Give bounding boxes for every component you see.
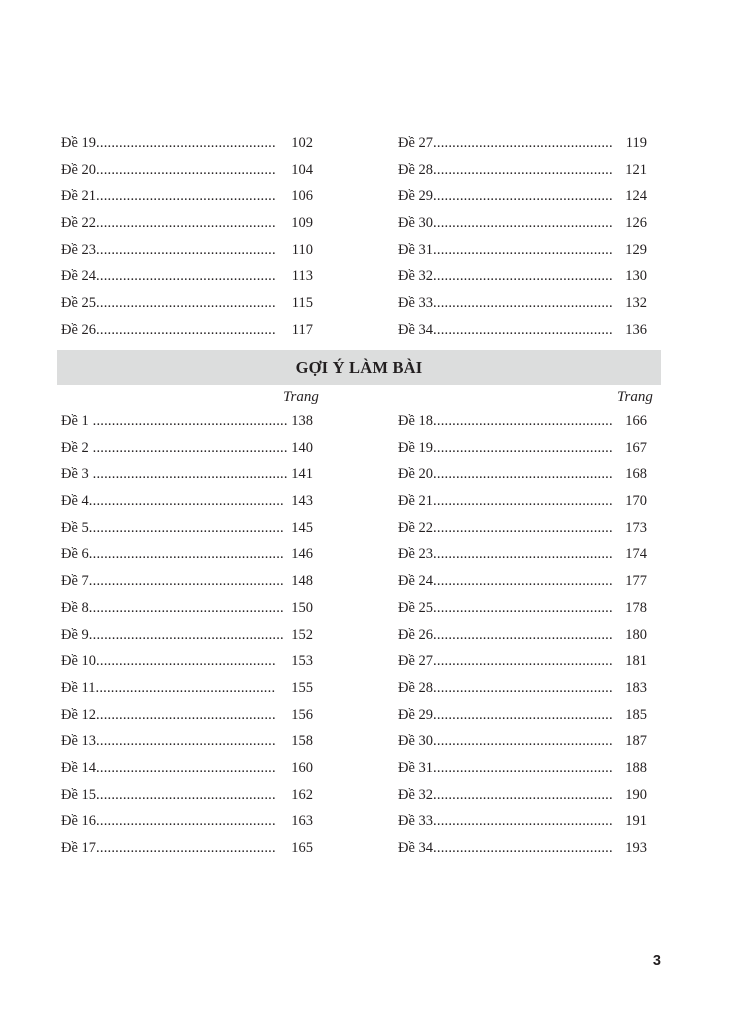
toc-dot-leader: ............................................... <box>433 679 613 696</box>
toc-entry-page: 178 <box>625 599 647 616</box>
toc-entry-page: 162 <box>291 786 313 803</box>
toc-dot-leader: ............................................... <box>433 188 613 205</box>
toc-dot-leader: ............................................... <box>96 241 276 258</box>
toc-row <box>61 835 313 862</box>
toc-row <box>398 435 647 462</box>
toc-row <box>398 317 647 344</box>
toc-dot-leader: ............................................... <box>433 215 613 232</box>
toc-row <box>398 541 647 568</box>
toc-entry-label: Đề 10 <box>61 653 97 670</box>
toc-entry-label: Đề 22 <box>398 519 434 536</box>
toc-row <box>398 157 647 184</box>
toc-entry <box>398 157 613 184</box>
toc-entry-page: 141 <box>291 466 313 483</box>
toc-dot-leader: ................................................... <box>88 599 284 616</box>
toc-entry <box>61 210 276 237</box>
toc-dot-leader: ............................................... <box>96 840 276 856</box>
toc-entry-page: 173 <box>625 519 647 536</box>
page-header-right: Trang <box>617 389 653 405</box>
toc-row <box>61 728 313 755</box>
toc-entry <box>398 237 613 264</box>
toc-entry-page: 183 <box>625 679 647 696</box>
toc-row <box>398 130 647 157</box>
toc-entry-label: Đề 28 <box>398 679 434 696</box>
toc-entry-label: Đề 33 <box>398 295 434 312</box>
toc-row <box>61 568 313 595</box>
toc-entry-label: Đề 20 <box>398 466 434 483</box>
toc-entry-label: Đề 20 <box>61 161 97 178</box>
toc-row <box>398 237 647 264</box>
toc-entry-page: 138 <box>291 413 313 429</box>
toc-entry-page: 167 <box>625 439 647 456</box>
toc-row <box>398 622 647 649</box>
toc-entry-page: 106 <box>291 188 313 205</box>
toc-dot-leader: ............................................... <box>96 813 276 830</box>
toc-entry-page: 153 <box>291 653 313 670</box>
toc-dot-leader: ............................................... <box>433 840 613 856</box>
toc-row <box>61 435 313 462</box>
toc-dot-leader: ............................................... <box>96 268 276 285</box>
toc-entry <box>398 461 613 488</box>
toc-entry <box>398 130 613 157</box>
page-header-left: Trang <box>283 389 319 405</box>
toc-row <box>398 290 647 317</box>
toc-entry-label: Đề 19 <box>61 135 97 151</box>
toc-dot-leader: ............................................... <box>96 321 276 338</box>
toc-entry-page: 126 <box>625 215 647 232</box>
toc-entry <box>61 728 276 755</box>
toc-entry <box>61 290 276 317</box>
toc-entry-page: 102 <box>291 135 313 151</box>
toc-entry-label: Đề 2 <box>61 439 89 456</box>
toc-entry <box>398 488 613 515</box>
toc-entry-page: 119 <box>625 135 647 151</box>
toc-entry <box>398 728 613 755</box>
toc-entry-label: Đề 7 <box>61 573 89 590</box>
toc-entry-label: Đề 12 <box>61 706 97 723</box>
toc-entry-label: Đề 16 <box>61 813 97 830</box>
toc-entry-page: 117 <box>291 321 313 338</box>
toc-entry-page: 104 <box>291 161 313 178</box>
toc-entry-page: 188 <box>625 759 647 776</box>
toc-entry-page: 115 <box>291 295 313 312</box>
toc-row <box>398 755 647 782</box>
toc-dot-leader: ............................................... <box>96 215 276 232</box>
toc-row <box>61 622 313 649</box>
toc-entry <box>398 648 613 675</box>
toc-dot-leader: ................................................... <box>88 439 288 456</box>
toc-entry-label: Đề 13 <box>61 733 97 750</box>
toc-entry-page: 165 <box>291 840 313 856</box>
toc-dot-leader: ............................................... <box>433 653 613 670</box>
toc-entry-label: Đề 23 <box>398 546 434 563</box>
toc-dot-leader: ................................................... <box>88 546 284 563</box>
toc-row <box>398 648 647 675</box>
toc-dot-leader: ............................................... <box>433 135 613 151</box>
toc-dot-leader: ............................................... <box>433 706 613 723</box>
toc-entry <box>398 408 613 435</box>
toc-entry-page: 190 <box>625 786 647 803</box>
toc-entry-page: 166 <box>625 413 647 429</box>
toc-entry <box>398 702 613 729</box>
toc-row <box>61 488 313 515</box>
toc-dot-leader: ............................................... <box>433 439 613 456</box>
toc-entry-label: Đề 25 <box>398 599 434 616</box>
toc-entry-label: Đề 1 <box>61 413 89 429</box>
toc-row <box>398 675 647 702</box>
toc-entry-page: 110 <box>291 241 313 258</box>
toc-entry-page: 145 <box>291 519 313 536</box>
toc-entry <box>398 317 613 344</box>
toc-dot-leader: ................................................... <box>88 573 284 590</box>
toc-entry-label: Đề 28 <box>398 161 434 178</box>
toc-entry <box>61 461 288 488</box>
toc-entry-page: 136 <box>625 321 647 338</box>
toc-entry <box>61 782 276 809</box>
toc-row <box>61 263 313 290</box>
toc-entry-label: Đề 30 <box>398 733 434 750</box>
toc-row <box>61 157 313 184</box>
toc-entry <box>398 290 613 317</box>
toc-entry <box>61 835 276 862</box>
toc-entry-label: Đề 25 <box>61 295 97 312</box>
toc-dot-leader: ............................................... <box>433 546 613 563</box>
toc-entry-label: Đề 8 <box>61 599 89 616</box>
toc-dot-leader: ............................................... <box>96 135 276 151</box>
toc-entry <box>398 210 613 237</box>
toc-entry-label: Đề 32 <box>398 786 434 803</box>
toc-entry-label: Đề 18 <box>398 413 434 429</box>
toc-row <box>398 835 647 862</box>
toc-row <box>61 237 313 264</box>
toc-entry <box>398 263 613 290</box>
toc-entry-label: Đề 33 <box>398 813 434 830</box>
toc-entry-page: 150 <box>291 599 313 616</box>
toc-entry-page: 156 <box>291 706 313 723</box>
toc-dot-leader: ............................................... <box>433 268 613 285</box>
bottom-left-column <box>61 408 313 862</box>
toc-entry-page: 174 <box>625 546 647 563</box>
toc-entry-page: 130 <box>625 268 647 285</box>
toc-entry <box>398 755 613 782</box>
toc-entry-page: 177 <box>625 573 647 590</box>
toc-dot-leader: ............................................... <box>433 466 613 483</box>
toc-entry <box>61 648 276 675</box>
toc-entry-label: Đề 27 <box>398 135 434 151</box>
toc-row <box>61 461 313 488</box>
toc-entry <box>61 702 276 729</box>
toc-row <box>398 568 647 595</box>
toc-entry-label: Đề 32 <box>398 268 434 285</box>
toc-row <box>398 595 647 622</box>
toc-entry-label: Đề 24 <box>398 573 434 590</box>
toc-entry-page: 152 <box>291 626 313 643</box>
toc-entry-label: Đề 31 <box>398 759 434 776</box>
toc-entry <box>398 568 613 595</box>
toc-entry-label: Đề 30 <box>398 215 434 232</box>
toc-row <box>398 808 647 835</box>
toc-entry <box>398 541 613 568</box>
section-title: GỢI Ý LÀM BÀI <box>295 358 423 377</box>
toc-entry-page: 148 <box>291 573 313 590</box>
toc-dot-leader: ............................................... <box>433 599 613 616</box>
toc-dot-leader: ............................................... <box>96 161 276 178</box>
toc-entry <box>398 515 613 542</box>
toc-entry-page: 163 <box>291 813 313 830</box>
toc-dot-leader: ................................................... <box>88 493 284 510</box>
toc-entry <box>398 595 613 622</box>
toc-entry <box>61 435 288 462</box>
toc-row <box>398 702 647 729</box>
toc-dot-leader: ............................................... <box>96 653 276 670</box>
toc-entry-page: 158 <box>291 733 313 750</box>
toc-dot-leader: ............................................... <box>96 759 276 776</box>
toc-row <box>61 782 313 809</box>
toc-dot-leader: ............................................... <box>433 573 613 590</box>
toc-entry-label: Đề 23 <box>61 241 97 258</box>
toc-dot-leader: ............................................... <box>96 295 276 312</box>
toc-entry <box>61 622 284 649</box>
toc-entry-page: 191 <box>625 813 647 830</box>
toc-entry-label: Đề 3 <box>61 466 89 483</box>
toc-entry-page: 143 <box>291 493 313 510</box>
toc-entry-label: Đề 5 <box>61 519 89 536</box>
toc-dot-leader: ............................................... <box>433 413 613 429</box>
toc-entry-page: 140 <box>291 439 313 456</box>
toc-entry <box>61 808 276 835</box>
toc-entry-page: 109 <box>291 215 313 232</box>
toc-dot-leader: ................................................... <box>88 626 284 643</box>
toc-entry-label: Đề 34 <box>398 840 434 856</box>
toc-entry-page: 160 <box>291 759 313 776</box>
toc-entry-label: Đề 29 <box>398 188 434 205</box>
toc-entry-label: Đề 6 <box>61 546 89 563</box>
toc-entry <box>61 263 276 290</box>
toc-entry <box>398 782 613 809</box>
toc-row <box>61 541 313 568</box>
toc-row <box>398 488 647 515</box>
toc-entry-label: Đề 27 <box>398 653 434 670</box>
toc-entry <box>61 408 288 435</box>
toc-dot-leader: ............................................... <box>96 188 276 205</box>
top-right-column <box>398 130 647 344</box>
toc-row <box>61 290 313 317</box>
toc-entry-label: Đề 15 <box>61 786 97 803</box>
toc-entry-label: Đề 21 <box>61 188 97 205</box>
toc-entry <box>61 595 284 622</box>
toc-row <box>61 408 313 435</box>
toc-row <box>61 317 313 344</box>
toc-entry <box>61 755 276 782</box>
toc-entry-page: 124 <box>625 188 647 205</box>
toc-dot-leader: ............................................... <box>433 295 613 312</box>
toc-entry <box>61 515 284 542</box>
toc-entry <box>61 675 276 702</box>
toc-row <box>61 183 313 210</box>
toc-entry-label: Đề 24 <box>61 268 97 285</box>
toc-dot-leader: ............................................... <box>433 321 613 338</box>
toc-entry-label: Đề 9 <box>61 626 89 643</box>
toc-row <box>398 408 647 435</box>
toc-entry <box>61 157 276 184</box>
toc-entry <box>398 622 613 649</box>
toc-row <box>61 755 313 782</box>
toc-row <box>61 702 313 729</box>
toc-row <box>398 728 647 755</box>
toc-dot-leader: ................................................... <box>88 466 288 483</box>
toc-entry-page: 185 <box>625 706 647 723</box>
toc-dot-leader: ............................................... <box>96 706 276 723</box>
toc-entry <box>398 835 613 862</box>
toc-row <box>61 675 313 702</box>
toc-entry <box>61 317 276 344</box>
toc-row <box>398 782 647 809</box>
toc-entry <box>398 183 613 210</box>
toc-entry-label: Đề 22 <box>61 215 97 232</box>
toc-entry <box>61 488 284 515</box>
toc-entry-label: Đề 17 <box>61 840 97 856</box>
toc-dot-leader: ................................................... <box>88 413 288 429</box>
toc-entry <box>398 808 613 835</box>
toc-entry-label: Đề 19 <box>398 439 434 456</box>
toc-entry-label: Đề 29 <box>398 706 434 723</box>
toc-entry <box>398 435 613 462</box>
toc-dot-leader: ............................................... <box>433 161 613 178</box>
toc-entry <box>398 675 613 702</box>
toc-entry-page: 180 <box>625 626 647 643</box>
toc-dot-leader: ............................................... <box>433 626 613 643</box>
toc-entry-page: 181 <box>625 653 647 670</box>
toc-entry <box>61 130 276 157</box>
toc-entry <box>61 183 276 210</box>
toc-dot-leader: ............................................... <box>433 813 613 830</box>
toc-entry-label: Đề 26 <box>398 626 434 643</box>
toc-entry-page: 168 <box>625 466 647 483</box>
toc-entry-label: Đề 4 <box>61 493 89 510</box>
toc-dot-leader: ............................................... <box>433 493 613 510</box>
toc-dot-leader: ............................................... <box>433 241 613 258</box>
page-number: 3 <box>652 953 661 969</box>
toc-row <box>398 461 647 488</box>
toc-entry-page: 155 <box>291 679 313 696</box>
toc-entry-page: 146 <box>291 546 313 563</box>
toc-entry <box>61 237 276 264</box>
toc-entry-label: Đề 31 <box>398 241 434 258</box>
toc-row <box>61 210 313 237</box>
toc-row <box>61 808 313 835</box>
toc-dot-leader: ............................................... <box>96 786 276 803</box>
toc-row <box>61 130 313 157</box>
toc-entry <box>61 541 284 568</box>
toc-row <box>398 263 647 290</box>
toc-entry-label: Đề 34 <box>398 321 434 338</box>
toc-entry-page: 170 <box>625 493 647 510</box>
toc-entry-label: Đề 21 <box>398 493 434 510</box>
toc-dot-leader: ............................................... <box>96 733 276 750</box>
toc-entry <box>61 568 284 595</box>
toc-row <box>398 515 647 542</box>
toc-row <box>61 595 313 622</box>
bottom-right-column <box>398 408 647 862</box>
top-left-column <box>61 130 313 344</box>
toc-entry-page: 113 <box>291 268 313 285</box>
toc-dot-leader: ............................................... <box>433 733 613 750</box>
toc-dot-leader: ............................................... <box>433 786 613 803</box>
toc-entry-label: Đề 26 <box>61 321 97 338</box>
toc-dot-leader: ............................................... <box>95 679 276 696</box>
toc-entry-page: 129 <box>625 241 647 258</box>
toc-dot-leader: ............................................... <box>433 519 613 536</box>
toc-entry-label: Đề 11 <box>61 679 96 696</box>
toc-row <box>398 210 647 237</box>
toc-dot-leader: ............................................... <box>433 759 613 776</box>
toc-entry-page: 121 <box>625 161 647 178</box>
toc-dot-leader: ................................................... <box>88 519 284 536</box>
toc-row <box>398 183 647 210</box>
toc-row <box>61 648 313 675</box>
toc-row <box>61 515 313 542</box>
toc-entry-page: 132 <box>625 295 647 312</box>
toc-entry-label: Đề 14 <box>61 759 97 776</box>
toc-entry-page: 193 <box>625 840 647 856</box>
section-banner <box>57 350 661 385</box>
toc-entry-page: 187 <box>625 733 647 750</box>
